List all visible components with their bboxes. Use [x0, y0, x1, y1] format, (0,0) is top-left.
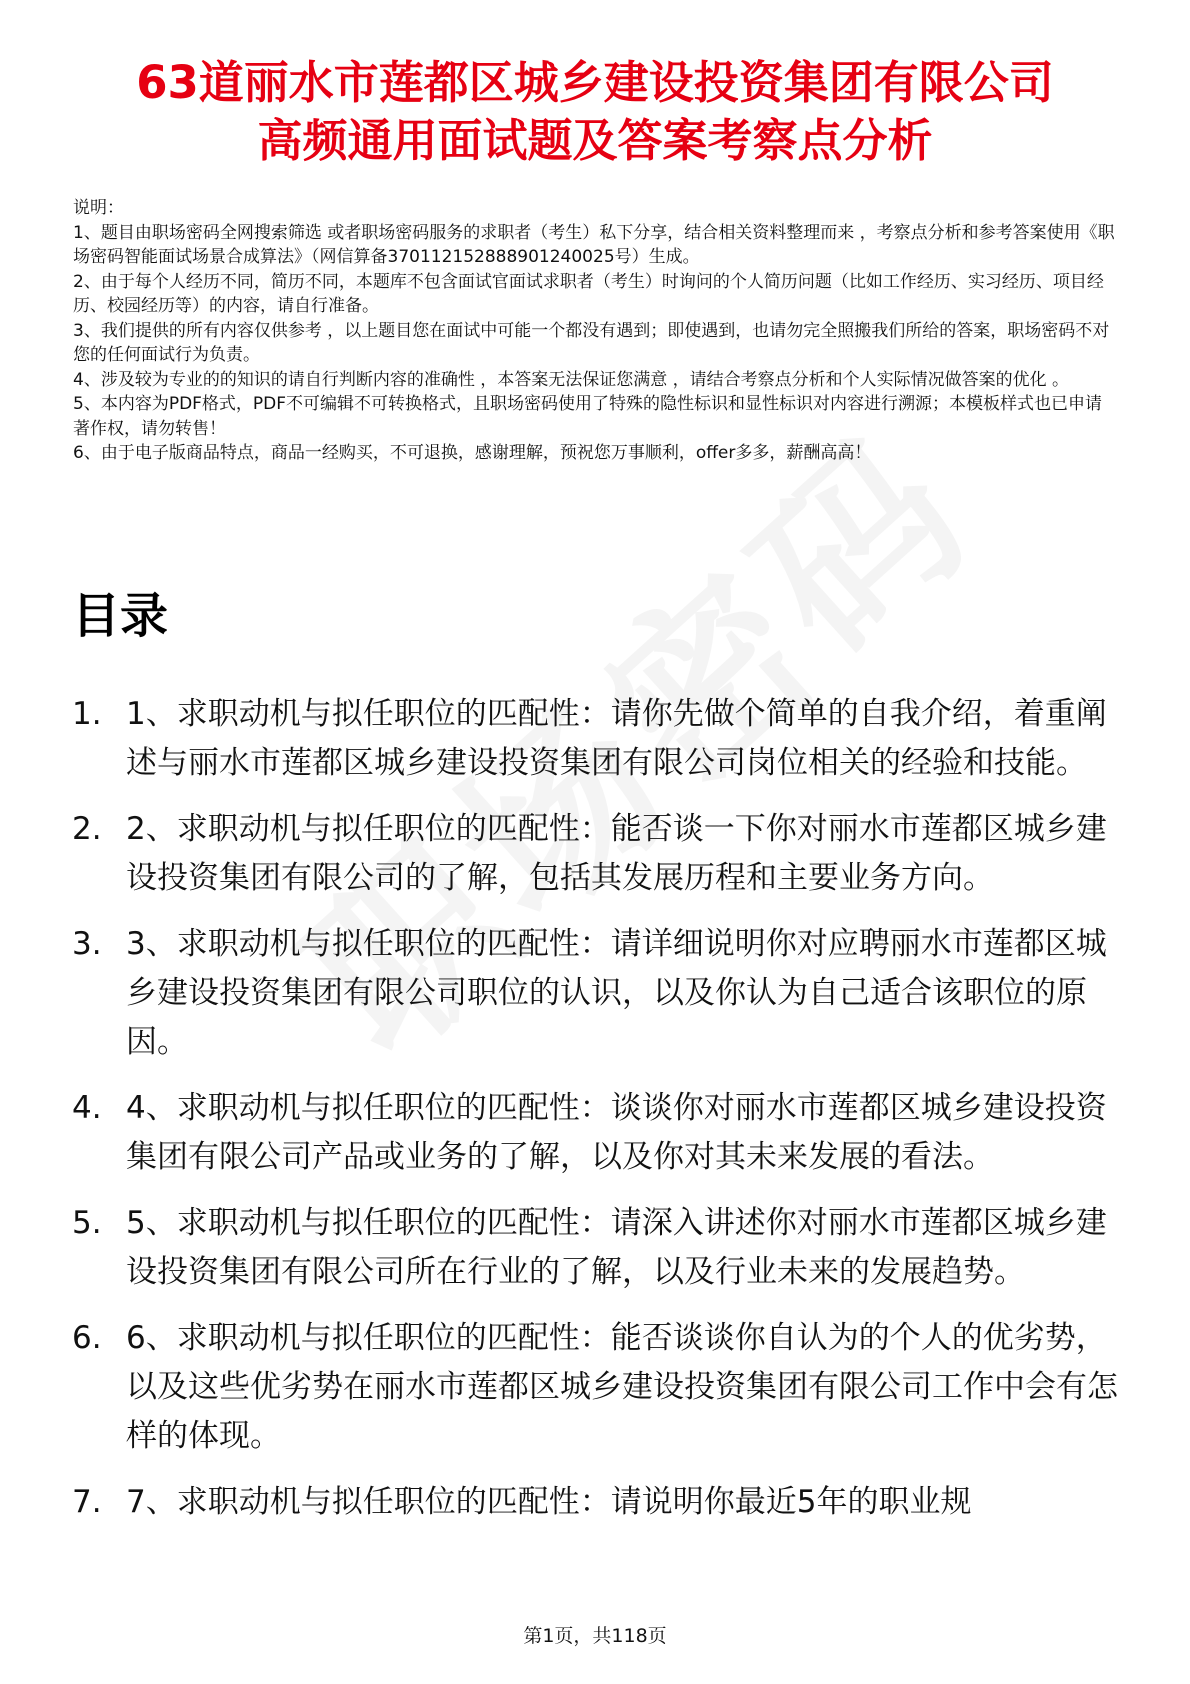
document-title-line-1: 63道丽水市莲都区城乡建设投资集团有限公司: [136, 56, 1054, 109]
toc-item-4[interactable]: [72, 1084, 1132, 1182]
toc-list: [72, 690, 1132, 1544]
toc-item-3[interactable]: [72, 920, 1132, 1067]
toc-item-text: 4、求职动机与拟任职位的匹配性：谈谈你对丽水市莲都区城乡建设投资集团有限公司产品或业务的了解，以及你对其未来发展的看法。: [126, 1090, 1107, 1175]
toc-item-1[interactable]: [72, 690, 1132, 788]
document-title-line-2: 高频通用面试题及答案考察点分析: [257, 114, 933, 167]
toc-item-number: 4.: [72, 1090, 102, 1126]
notes-item-3: 3、我们提供的所有内容仅供参考 ，以上题目您在面试中可能一个都没有遇到；即使遇到，也请勿完全照搬我们所给的答案，职场密码不对您的任何面试行为负责。: [73, 320, 1110, 365]
notes-item-5: 5、本内容为PDF格式，PDF不可编辑不可转换格式，且职场密码使用了特殊的隐性标识和显性标识对内容进行溯源；本模板样式也已申请著作权，请勿转售！: [73, 394, 1103, 439]
toc-heading: 目录: [72, 588, 169, 644]
toc-item-2[interactable]: [72, 805, 1132, 903]
toc-item-text: 7、求职动机与拟任职位的匹配性：请说明你最近5年的职业规: [126, 1484, 972, 1520]
toc-item-number: 7.: [72, 1484, 102, 1520]
notes-item-2: 2、由于每个人经历不同，简历不同，本题库不包含面试官面试求职者（考生）时询问的个人简历问题（比如工作经历、实习经历、项目经历、校园经历等）的内容，请自行准备。: [73, 271, 1104, 316]
toc-item-text: 5、求职动机与拟任职位的匹配性：请深入讲述你对丽水市莲都区城乡建设投资集团有限公司所在行业的了解，以及行业未来的发展趋势。: [126, 1205, 1107, 1290]
notes-item-4: 4、涉及较为专业的的知识的请自行判断内容的准确性 ，本答案无法保证您满意 ，请结合考察点分析和个人实际情况做答案的优化 。: [73, 369, 1070, 390]
toc-item-5[interactable]: [72, 1199, 1132, 1297]
toc-item-text: 3、求职动机与拟任职位的匹配性：请详细说明你对应聘丽水市莲都区城乡建设投资集团有限公司职位的认识，以及你认为自己适合该职位的原因。: [126, 926, 1107, 1060]
notes-item-6: 6、由于电子版商品特点，商品一经购买，不可退换，感谢理解，预祝您万事顺利，offer多多，薪酬高高！: [73, 443, 872, 463]
toc-item-text: 6、求职动机与拟任职位的匹配性：能否谈谈你自认为的个人的优劣势，以及这些优劣势在丽水市莲都区城乡建设投资集团有限公司工作中会有怎样的体现。: [126, 1320, 1118, 1454]
toc-item-number: 3.: [72, 926, 102, 962]
toc-item-text: 2、求职动机与拟任职位的匹配性：能否谈一下你对丽水市莲都区城乡建设投资集团有限公司的了解，包括其发展历程和主要业务方向。: [126, 811, 1107, 896]
disclaimer-notes: [73, 196, 1118, 466]
notes-heading: 说明：: [73, 198, 124, 218]
toc-item-7[interactable]: [72, 1478, 1132, 1527]
notes-item-1: 1、题目由职场密码全网搜索筛选 或者职场密码服务的求职者（考生）私下分享，结合相关资料整理而来 ，考察点分析和参考答案使用《职场密码智能面试场景合成算法》（网信算备370112152888901240025号）生成。: [73, 222, 1115, 267]
toc-item-number: 1.: [72, 696, 102, 732]
page-footer: 第1页，共118页: [523, 1625, 667, 1647]
toc-item-number: 6.: [72, 1320, 102, 1356]
toc-item-6[interactable]: [72, 1314, 1132, 1461]
toc-item-number: 5.: [72, 1205, 102, 1241]
toc-item-text: 1、求职动机与拟任职位的匹配性：请你先做个简单的自我介绍，着重阐述与丽水市莲都区城乡建设投资集团有限公司岗位相关的经验和技能。: [126, 696, 1107, 781]
toc-item-number: 2.: [72, 811, 102, 847]
